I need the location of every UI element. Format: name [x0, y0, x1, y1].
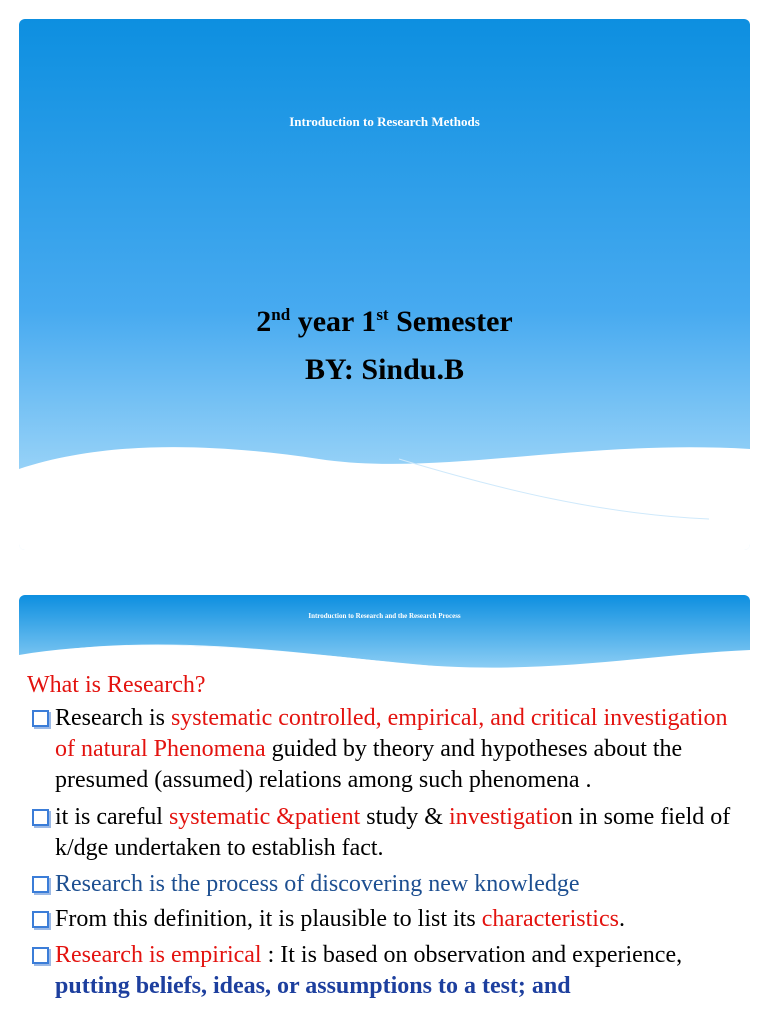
course-year-semester: 2nd year 1st Semester: [256, 305, 513, 338]
author-line: BY: Sindu.B: [305, 353, 464, 386]
title-slide: [19, 19, 750, 550]
question-heading: What is Research?: [27, 672, 206, 698]
content-slide: [19, 595, 750, 1035]
square-bullet-icon: [32, 947, 49, 964]
square-bullet-icon: [32, 911, 49, 928]
slide-title: Introduction to Research and the Research Process: [308, 612, 461, 620]
slide-title: Introduction to Research Methods: [289, 114, 480, 129]
bullet-item: Research is systematic controlled, empirical, and critical investigation of natural Phenomena guided by theory and hypotheses about the presumed (assumed) relations among such phenomena .: [27, 703, 742, 796]
slide1-background: [19, 19, 750, 550]
square-bullet-icon: [32, 876, 49, 893]
slide-body: [27, 670, 742, 1002]
bullet-item: Research is empirical : It is based on observation and experience, putting beliefs, ideas, or assumptions to a test; and: [27, 940, 742, 1002]
square-bullet-icon: [32, 809, 49, 826]
square-bullet-icon: [32, 710, 49, 727]
bullet-item: From this definition, it is plausible to list its characteristics.: [27, 904, 742, 935]
bullet-item: Research is the process of discovering new knowledge: [27, 869, 742, 900]
bullet-item: it is careful systematic &patient study & investigation in some field of k/dge undertaken to establish fact.: [27, 802, 742, 864]
